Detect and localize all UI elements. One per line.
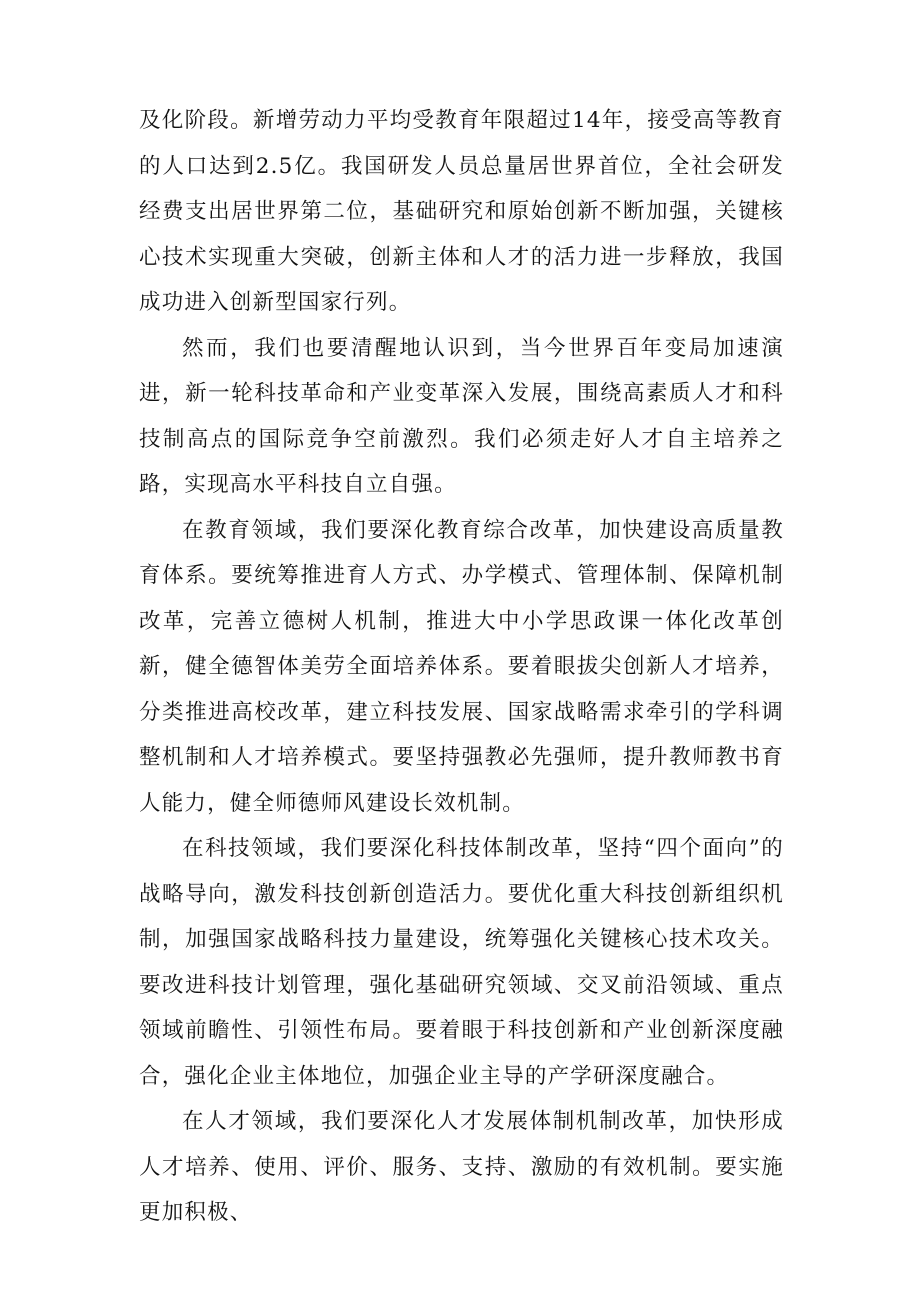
paragraph-technology-reform: 在科技领域，我们要深化科技体制改革，坚持“四个面向”的战略导向，激发科技创新创造活力。要优化重大科技创新组织机制，加强国家战略科技力量建设，统筹强化关键核心技术攻关。要改进科技计划管理，强化基础研究领域、交叉前沿领域、重点领域前瞻性、引领性布局。要着眼于科技创新和产业创新深度融合，强化企业主体地位，加强企业主导的产学研深度融合。 (139, 836, 784, 1089)
document-body (139, 98, 784, 1236)
paragraph-education-achievements: 及化阶段。新增劳动力平均受教育年限超过14年，接受高等教育的人口达到2.5亿。我国研发人员总量居世界首位，全社会研发经费支出居世界第二位，基础研究和原始创新不断加强，关键核心技术实现重大突破，创新主体和人才的活力进一步释放，我国成功进入创新型国家行列。 (139, 108, 784, 315)
paragraph-education-reform: 在教育领域，我们要深化教育综合改革，加快建设高质量教育体系。要统筹推进育人方式、办学模式、管理体制、保障机制改革，完善立德树人机制，推进大中小学思政课一体化改革创新，健全德智体美劳全面培养体系。要着眼拔尖创新人才培养，分类推进高校改革，建立科技发展、国家战略需求牵引的学科调整机制和人才培养模式。要坚持强教必先强师，提升教师教书育人能力，健全师德师风建设长效机制。 (139, 517, 784, 816)
paragraph-global-competition: 然而，我们也要清醒地认识到，当今世界百年变局加速演进，新一轮科技革命和产业变革深入发展，围绕高素质人才和科技制高点的国际竞争空前激烈。我们必须走好人才自主培养之路，实现高水平科技自立自强。 (139, 335, 784, 497)
paragraph-talent-reform: 在人才领域，我们要深化人才发展体制机制改革，加快形成人才培养、使用、评价、服务、支持、激励的有效机制。要实施更加积极、 (139, 1109, 784, 1225)
